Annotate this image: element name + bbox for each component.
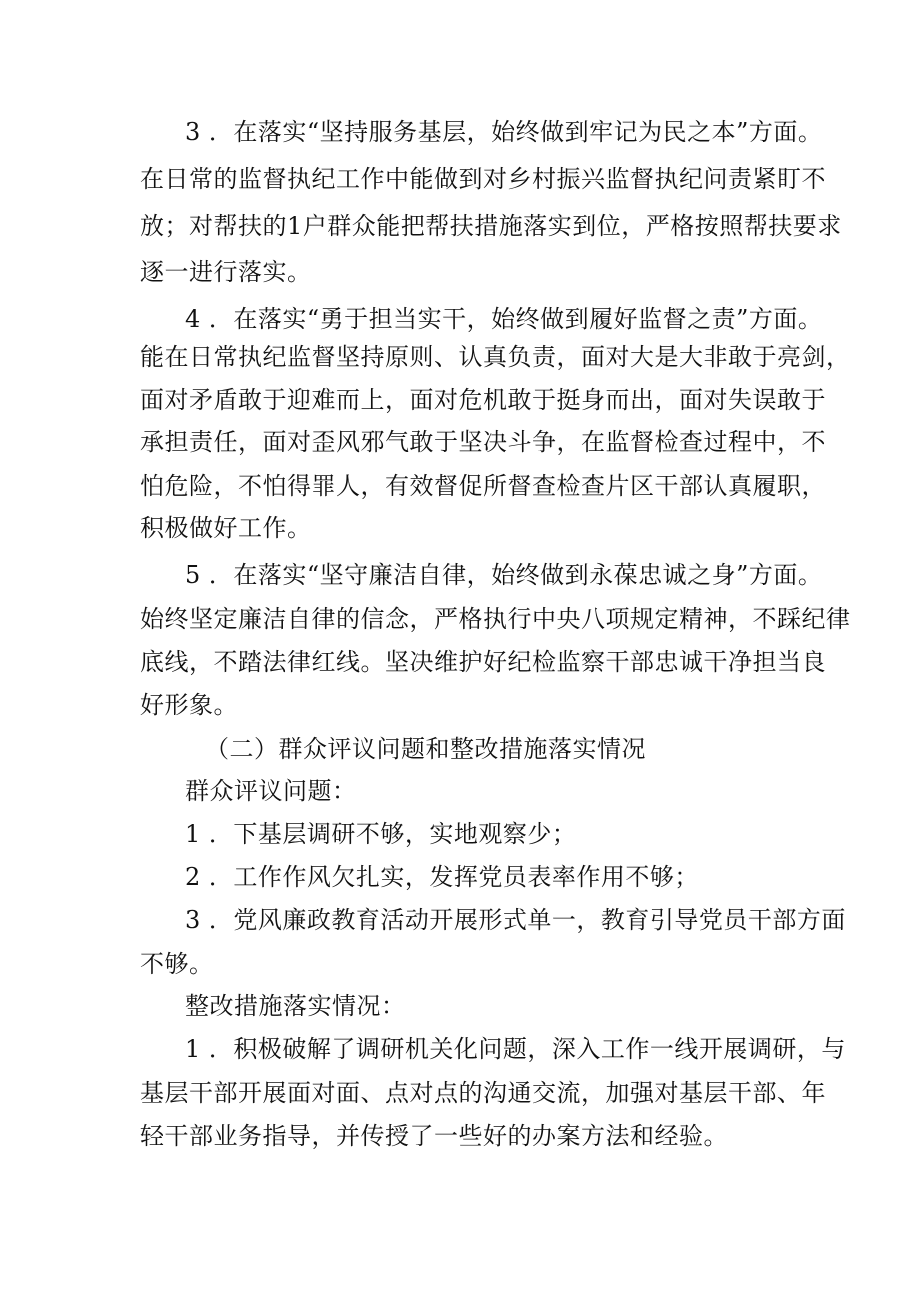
issue-3: 3 ．党风廉政教育活动开展形式单一，教育引导党员干部方面: [185, 906, 846, 934]
measures-label: 整改措施落实情况：: [185, 992, 406, 1020]
measure-1-line-3: 轻干部业务指导，并传授了一些好的办案方法和经验。: [140, 1122, 728, 1150]
issue-1: 1 ．下基层调研不够，实地观察少；: [185, 820, 577, 848]
item3-line-4: 逐一进行落实。: [140, 258, 312, 286]
item4-line-1: 4 ．在落实“勇于担当实干，始终做到履好监督之责”方面。: [185, 305, 823, 333]
issue-3-cont: 不够。: [140, 950, 214, 978]
item3-line-3: 放；对帮扶的1户群众能把帮扶措施落实到位，严格按照帮扶要求: [140, 212, 842, 240]
issues-label: 群众评议问题：: [185, 777, 357, 805]
item5-line-4: 好形象。: [140, 691, 238, 719]
item4-line-2: 能在日常执纪监督坚持原则、认真负责，面对大是大非敢于亮剑，: [140, 343, 851, 371]
measure-1-line-1: 1 ．积极破解了调研机关化问题，深入工作一线开展调研，与: [185, 1035, 846, 1063]
item5-line-1: 5 ．在落实“坚守廉洁自律，始终做到永葆忠诚之身”方面。: [185, 561, 823, 589]
item3-line-2: 在日常的监督执纪工作中能做到对乡村振兴监督执纪问责紧盯不: [140, 165, 826, 193]
item5-line-2: 始终坚定廉洁自律的信念，严格执行中央八项规定精神，不踩纪律: [140, 605, 851, 633]
item4-line-4: 承担责任，面对歪风邪气敢于坚决斗争，在监督检查过程中，不: [140, 428, 826, 456]
item4-line-3: 面对矛盾敢于迎难而上，面对危机敢于挺身而出，面对失误敢于: [140, 386, 826, 414]
item3-line-1: 3 ．在落实“坚持服务基层，始终做到牢记为民之本”方面。: [185, 118, 823, 146]
issue-2: 2 ．工作作风欠扎实，发挥党员表率作用不够；: [185, 863, 699, 891]
item5-line-3: 底线，不踏法律红线。坚决维护好纪检监察干部忠诚干净担当良: [140, 648, 826, 676]
item4-line-5: 怕危险，不怕得罪人，有效督促所督查检查片区干部认真履职，: [140, 472, 826, 500]
item4-line-6: 积极做好工作。: [140, 514, 312, 542]
section2-heading: （二）群众评议问题和整改措施落实情况: [205, 735, 646, 763]
measure-1-line-2: 基层干部开展面对面、点对点的沟通交流，加强对基层干部、年: [140, 1079, 826, 1107]
